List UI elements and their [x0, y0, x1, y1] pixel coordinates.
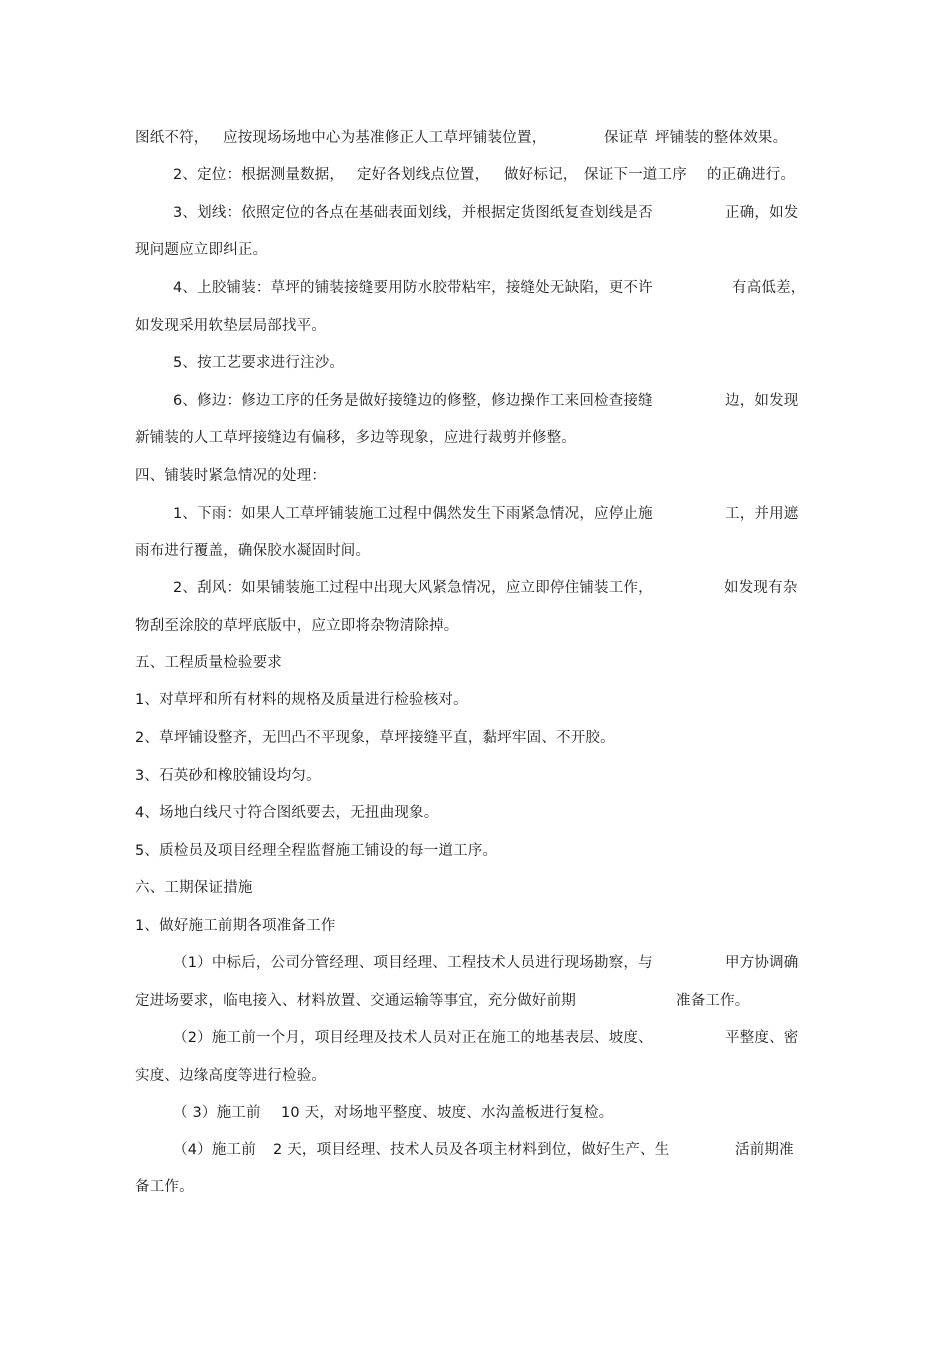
- section-heading: [135, 878, 253, 898]
- text-segment: （ 3）施工前: [173, 1105, 261, 1121]
- text-segment: 应按现场场地中心为基准修正人工草坪铺装位置，: [223, 130, 547, 146]
- text-segment: 边，如发现: [725, 393, 799, 409]
- text-line: [173, 165, 796, 185]
- text-segment: 正确，如发: [725, 205, 799, 221]
- text-segment: 5、按工艺要求进行注沙。: [173, 355, 345, 371]
- text-segment: 物刮至涂胶的草坪底版中，应立即将杂物清除掉。: [135, 618, 459, 634]
- text-segment: 2 天，项目经理、技术人员及各项主材料到位，做好生产、生: [273, 1142, 670, 1158]
- text-segment: 坪铺装的整体效果。: [655, 130, 788, 146]
- text-line: [135, 128, 788, 148]
- text-segment: 2、定位：根据测量数据，: [173, 167, 345, 183]
- text-line: [135, 1177, 194, 1197]
- text-segment: 雨布进行覆盖，确保胶水凝固时间。: [135, 543, 371, 559]
- text-segment: 2、刮风：如果铺装施工过程中出现大风紧急情况，应立即停住铺装工作，: [173, 580, 653, 596]
- text-segment: 2、草坪铺设整齐，无凹凸不平现象，草坪接缝平直，黏坪牢固、不开胶。: [135, 730, 615, 746]
- text-segment: 平整度、密: [725, 1030, 799, 1046]
- text-segment: 1、对草坪和所有材料的规格及质量进行检验核对。: [135, 692, 468, 708]
- text-segment: 3、划线：依照定位的各点在基础表面划线，并根据定货图纸复查划线是否: [173, 205, 653, 221]
- section-heading: [135, 653, 282, 673]
- text-segment: （1）中标后，公司分管经理、项目经理、工程技术人员进行现场勘察，与: [173, 955, 653, 971]
- text-segment: 如发现采用软垫层局部找平。: [135, 318, 327, 334]
- text-line: [135, 728, 615, 748]
- text-segment: 如发现有杂: [724, 580, 798, 596]
- text-line: [135, 428, 576, 448]
- text-segment: （2）施工前一个月，项目经理及技术人员对正在施工的地基表层、坡度、: [173, 1030, 653, 1046]
- text-line: [135, 841, 497, 861]
- text-line: [173, 504, 799, 524]
- text-line: [173, 1028, 799, 1048]
- text-segment: 现问题应立即纠正。: [135, 242, 268, 258]
- text-segment: 10 天，对场地平整度、坡度、水沟盖板进行复检。: [281, 1105, 614, 1121]
- text-line: [135, 991, 750, 1011]
- text-segment: 4、上胶铺装：草坪的铺装接缝要用防水胶带粘牢，接缝处无缺陷，更不许: [173, 280, 653, 296]
- text-line: [135, 803, 438, 823]
- text-segment: 实度、边缘高度等进行检验。: [135, 1068, 327, 1084]
- text-segment: 六、工期保证措施: [135, 880, 253, 896]
- text-segment: 1、做好施工前期各项准备工作: [135, 918, 336, 934]
- text-segment: 工，并用遮: [725, 506, 799, 522]
- text-line: [173, 353, 344, 373]
- text-line: [135, 766, 321, 786]
- text-line: [173, 278, 806, 298]
- text-segment: 3、石英砂和橡胶铺设均匀。: [135, 768, 321, 784]
- text-line: [173, 953, 799, 973]
- text-segment: 4、场地白线尺寸符合图纸要去，无扭曲现象。: [135, 805, 439, 821]
- text-line: [135, 541, 370, 561]
- text-segment: 活前期准: [735, 1142, 794, 1158]
- text-line: [173, 391, 799, 411]
- text-line: [135, 1066, 326, 1086]
- text-segment: 图纸不符，: [135, 130, 209, 146]
- text-line: [173, 203, 799, 223]
- text-segment: 新铺装的人工草坪接缝边有偏移，多边等现象，应进行裁剪并修整。: [135, 430, 576, 446]
- text-line: [173, 1140, 794, 1160]
- text-segment: 1、下雨：如果人工草坪铺装施工过程中偶然发生下雨紧急情况，应停止施: [173, 506, 653, 522]
- text-segment: 保证下一道工序: [584, 167, 687, 183]
- section-heading: [135, 466, 326, 486]
- text-segment: 6、修边：修边工序的任务是做好接缝边的修整，修边操作工来回检查接缝: [173, 393, 653, 409]
- text-segment: 的正确进行。: [707, 167, 796, 183]
- text-line: [135, 316, 326, 336]
- text-segment: 有高低差，: [732, 280, 806, 296]
- text-segment: 5、质检员及项目经理全程监督施工铺设的每一道工序。: [135, 843, 498, 859]
- text-line: [135, 916, 336, 936]
- text-line: [173, 1103, 614, 1123]
- text-segment: 定好各划线点位置，: [357, 167, 490, 183]
- text-line: [173, 578, 798, 598]
- text-segment: 四、铺装时紧急情况的处理：: [135, 468, 327, 484]
- text-segment: 准备工作。: [676, 993, 750, 1009]
- text-line: [135, 690, 468, 710]
- text-segment: 定进场要求，临电接入、材料放置、交通运输等事宜，充分做好前期: [135, 993, 576, 1009]
- text-segment: 甲方协调确: [725, 955, 799, 971]
- text-segment: （4）施工前: [173, 1142, 256, 1158]
- text-segment: 备工作。: [135, 1179, 194, 1195]
- text-line: [135, 616, 458, 636]
- text-line: [135, 240, 267, 260]
- text-segment: 保证草: [604, 130, 649, 146]
- text-segment: 五、工程质量检验要求: [135, 655, 282, 671]
- text-segment: 做好标记，: [504, 167, 578, 183]
